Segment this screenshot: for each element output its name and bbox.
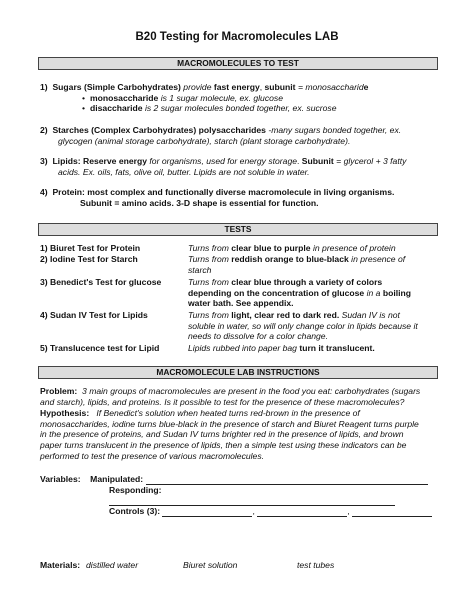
macromolecule-sugars (40, 82, 440, 114)
macromolecule-lipids: 3) Lipids: Reserve energy for organisms, used for energy storage. Subunit = glycerol + 3 fatty acids. Ex. oils, fats, olive oil, butter. Lipids are not soluble in water. (40, 156, 407, 177)
item-number: 4) (40, 187, 48, 197)
starches-heading: Starches (Complex Carbohydrates) polysaccharides (52, 125, 266, 135)
test-label: 4) Sudan IV Test for Lipids (40, 310, 148, 320)
test-text: starch (188, 264, 212, 275)
starches-description-2: glycogen (animal storage carbohydrate), starch (plant storage carbohydrate). (58, 135, 351, 146)
test-result: reddish orange to blue-black (231, 254, 349, 264)
controls-comma: , (252, 506, 255, 517)
test-label: 1) Biuret Test for Protein (40, 243, 141, 253)
problem-text: 3 main groups of macromolecules are present in the food you eat: carbohydrates (sugars (82, 386, 421, 396)
test-text: Lipids rubbed into paper bag (188, 343, 297, 353)
test-text: in presence of (351, 254, 406, 264)
materials-block (40, 560, 440, 571)
test-label: 2) Iodine Test for Starch (40, 254, 138, 264)
protein-heading: Protein: most complex and functionally diverse macromolecule in living organisms. (52, 187, 395, 197)
test-text: Turns from (188, 254, 229, 264)
macromolecule-protein (40, 187, 440, 208)
test-result: water bath. See appendix. (188, 298, 294, 309)
section-header-tests: TESTS (38, 223, 438, 236)
test-text: Turns from (188, 277, 229, 287)
test-label: 5) Translucence test for Lipid (40, 343, 160, 353)
term-monosaccharide: monosaccharide (90, 92, 159, 103)
page-title: B20 Testing for Macromolecules LAB (135, 31, 339, 43)
test-text: soluble in water, so will only change color in lipids because it (188, 320, 418, 331)
sugars-provide: provide (183, 82, 212, 92)
manipulated-input[interactable] (146, 475, 428, 485)
hypothesis-text-5: performed to test the presence of various macromolecules. (40, 450, 265, 461)
responding-input[interactable] (109, 496, 395, 506)
sugars-comma: , (259, 82, 263, 92)
item-number: 3) (40, 156, 48, 166)
test-text: in presence of protein (312, 243, 396, 253)
control-1-input[interactable] (162, 506, 255, 517)
test-result: boiling (382, 287, 411, 298)
test-text: needs to dissolve for a color change. (188, 331, 328, 342)
bullet-monosaccharide (40, 93, 440, 104)
control-2-input[interactable] (257, 506, 350, 517)
responding-label: Responding: (109, 484, 162, 495)
problem-block (40, 386, 440, 407)
test-label: 3) Benedict's Test for glucose (40, 277, 162, 287)
bullet-disaccharide (40, 103, 440, 114)
item-number: 1) (40, 82, 48, 92)
sugars-subunit-eq: = monosaccharid (297, 82, 364, 92)
test-result: depending on the concentration of glucose (188, 287, 365, 298)
test-result: clear blue to purple (231, 243, 311, 253)
material-item: distilled water (86, 560, 139, 570)
lipids-subunit-eq: = glycerol + 3 fatty (336, 156, 407, 166)
protein-subunit: Subunit = amino acids. 3-D shape is essential for function. (80, 197, 319, 208)
hypothesis-text: If Benedict's solution when heated turns red-brown in the presence of (96, 408, 360, 418)
def-disaccharide: is 2 sugar molecules bonded together, ex. sucrose (144, 103, 337, 114)
sugars-subunit: subunit (264, 82, 296, 92)
material-item: Biuret solution (183, 560, 238, 570)
item-number: 2) (40, 125, 48, 135)
controls-comma: , (347, 506, 350, 517)
variables-block (40, 474, 440, 517)
lipids-subunit: Subunit (301, 156, 334, 166)
macromolecule-starches (40, 125, 440, 146)
material-item: test tubes (297, 560, 335, 570)
lipids-description: for organisms, used for energy storage (149, 156, 298, 166)
test-result: light, clear red to dark red. (231, 310, 340, 320)
hypothesis-text-2: monosaccharides, iodine turns blue-black in the presence of starch and Biuret Reagent turns purple (40, 418, 419, 429)
test-text: Turns from (188, 310, 229, 320)
hypothesis-block (40, 408, 440, 462)
section-header-macromolecules: MACROMOLECULES TO TEST (38, 57, 438, 70)
lipids-heading: Lipids: Reserve energy (52, 156, 148, 166)
test-text: Sudan IV is not (341, 310, 400, 320)
test-text: in a (366, 287, 381, 298)
hypothesis-label: Hypothesis: (40, 408, 90, 418)
lipids-description-2: acids. Ex. oils, fats, olive oil, butter. Lipids are not soluble in water. (58, 166, 310, 177)
control-3-input[interactable] (352, 507, 432, 517)
materials-label: Materials: (40, 560, 81, 570)
def-monosaccharide: is 1 sugar molecule, ex. glucose (160, 92, 283, 103)
term-disaccharide: disaccharide (90, 103, 143, 114)
hypothesis-text-4: paper turns translucent in the presence of lipids, then a simple test using these indicators can be (40, 440, 407, 451)
problem-label: Problem: (40, 386, 78, 396)
test-result: clear blue through a variety of colors (231, 277, 383, 287)
controls-label: Controls (3): (109, 506, 161, 517)
problem-text-2: and starch), lipids, and proteins. Is it possible to test for the presence of these macromolecules? (40, 396, 405, 407)
hypothesis-text-3: in the presence of proteins, and Sudan IV turns brighter red in the presence of lipids, and brown (40, 429, 404, 440)
section-header-instructions: MACROMOLECULE LAB INSTRUCTIONS (38, 366, 438, 379)
manipulated-label: Manipulated: (90, 474, 144, 484)
test-result: turn it translucent. (299, 343, 375, 353)
test-text: Turns from (188, 243, 229, 253)
starches-description: -many sugars bonded together, ex. (268, 125, 402, 135)
sugars-subunit-e: e (363, 82, 369, 92)
sugars-fast-energy: fast energy (213, 82, 260, 92)
variables-label: Variables: (40, 474, 81, 484)
sugars-heading: Sugars (Simple Carbohydrates) (52, 82, 181, 92)
